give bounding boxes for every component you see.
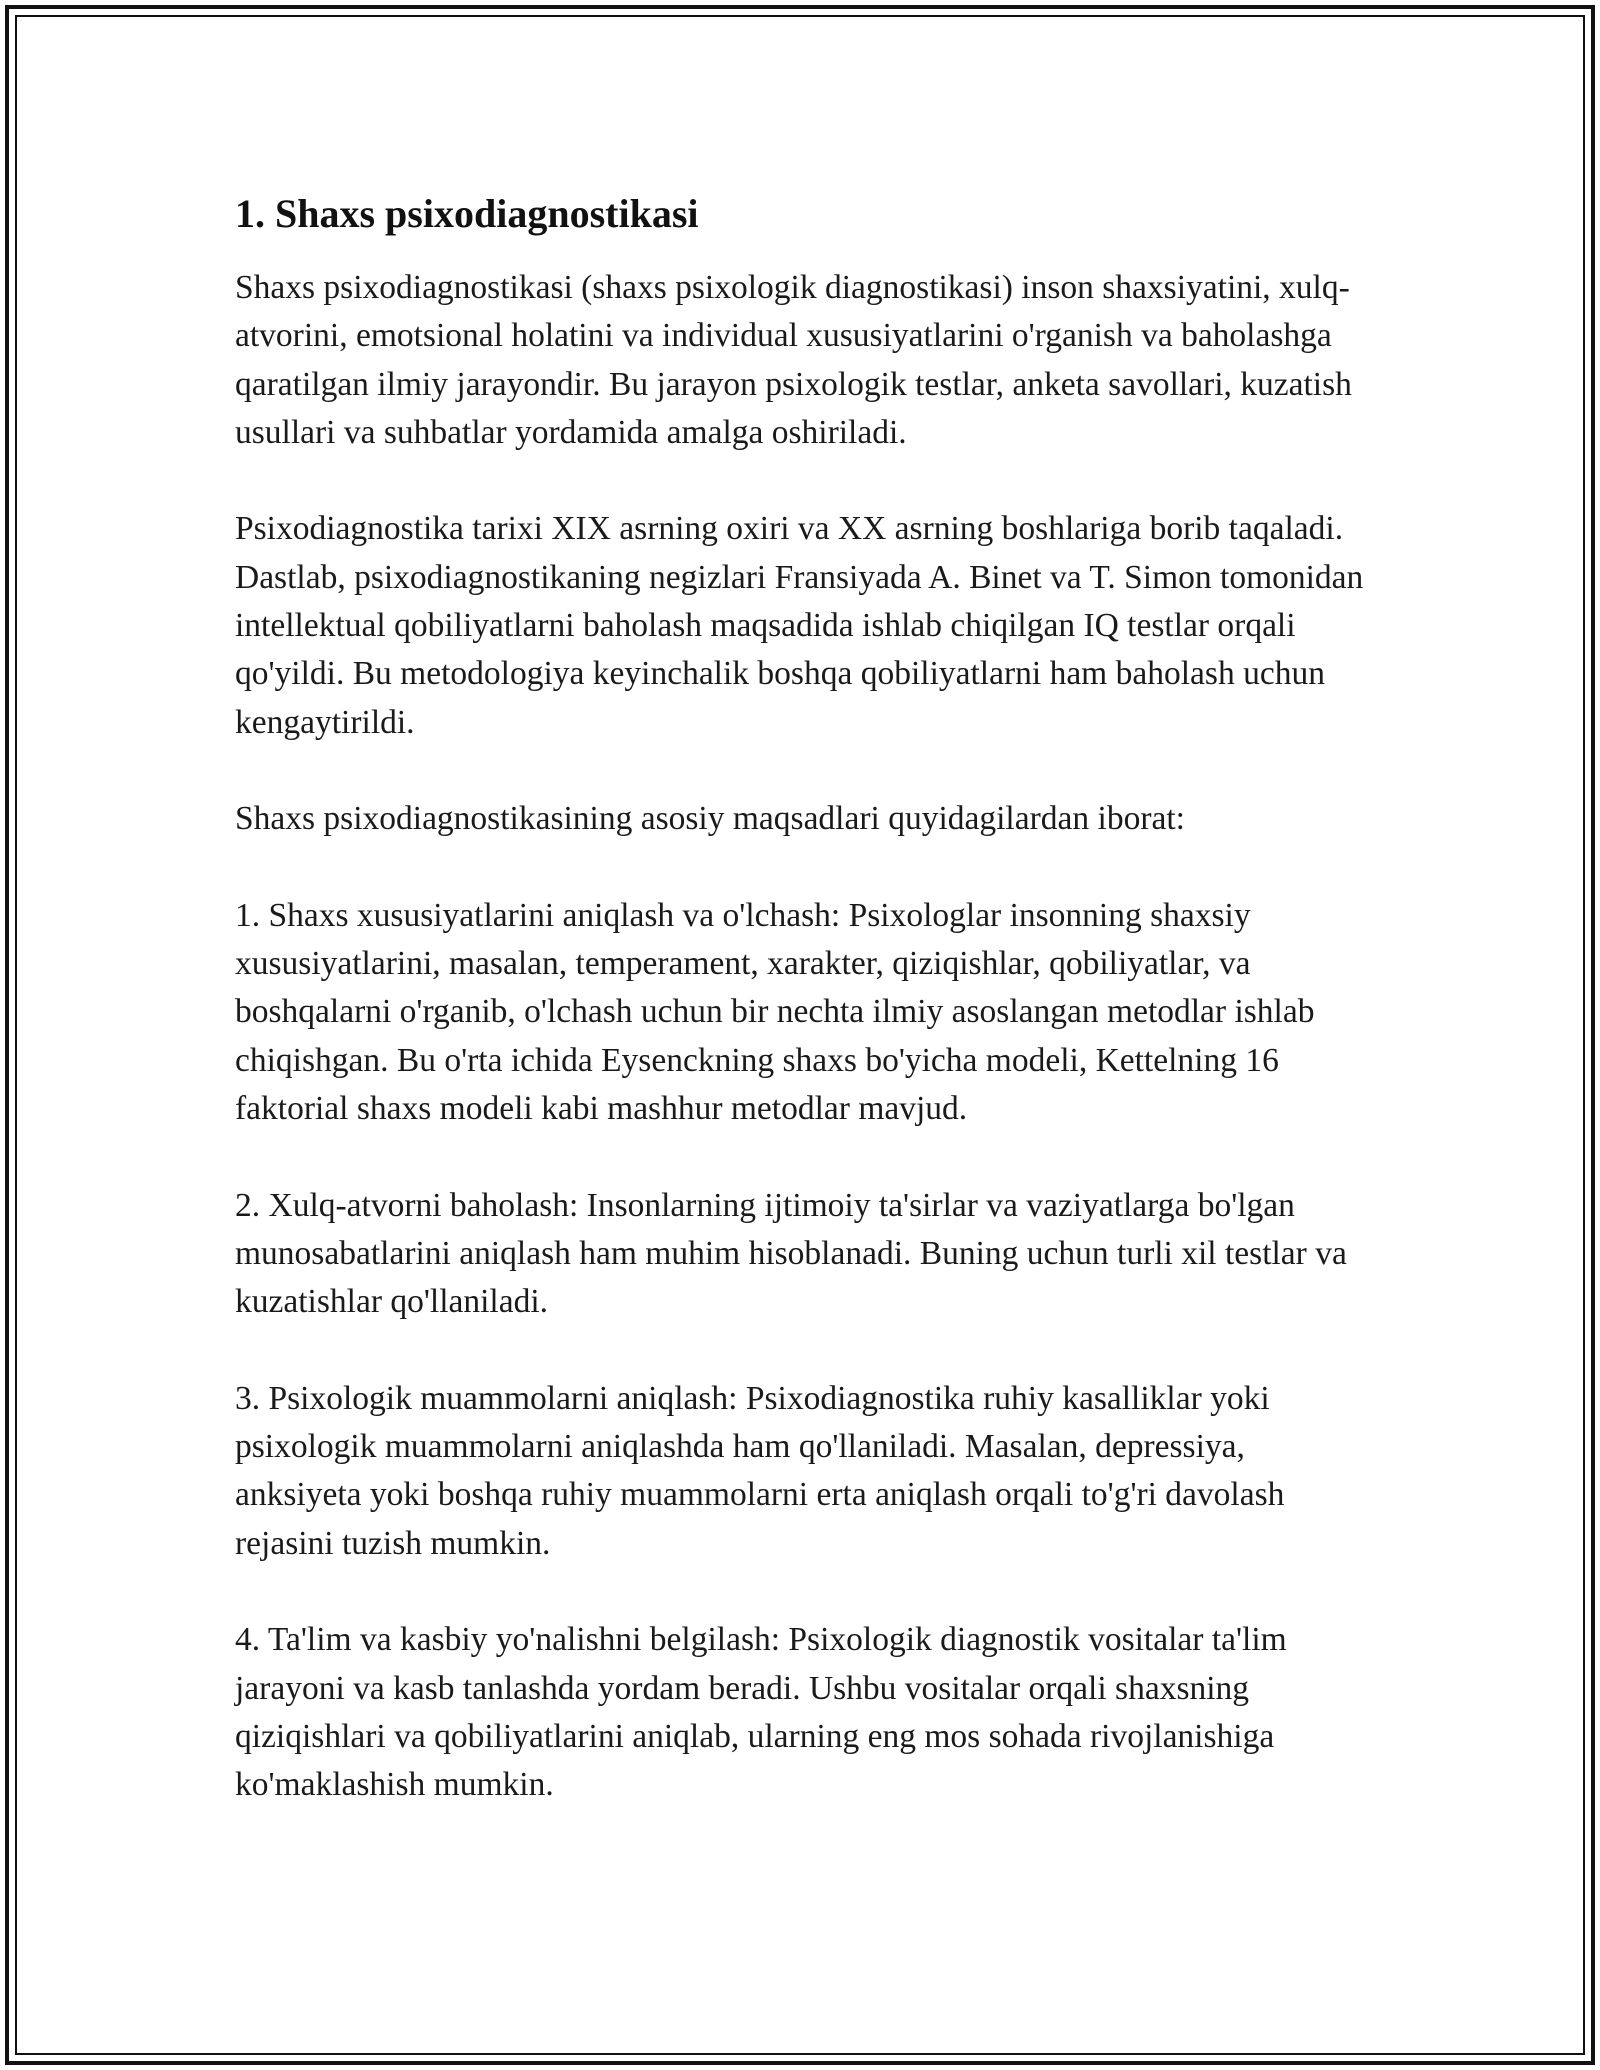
paragraph-goals-intro: Shaxs psixodiagnostikasining asosiy maqsadlari quyidagilardan iborat: [235,800,1185,838]
paragraph-intro: Shaxs psixodiagnostikasi (shaxs psixologik diagnostikasi) inson shaxsiyatini, xulq-atvorini, emotsional holatini va individual xususiyatlarini o'rganish va baholashga qaratilgan ilmiy jarayondir. Bu jarayon psixologik testlar, anketa savollari, kuzatish usullari va suhbatlar yordamida amalga oshiriladi. [235,269,1352,451]
list-item-goal-1: 1. Shaxs xususiyatlarini aniqlash va o'lchash: Psixologlar insonning shaxsiy xususiyatlarini, masalan, temperament, xarakter, qiziqishlar, qobiliyatlar, va boshqalarni o'rganib, o'lchash uchun bir nechta ilmiy asoslangan metodlar ishlab chiqishgan. Bu o'rta ichida Eysenckning shaxs bo'yicha modeli, Kettelning 16 faktorial shaxs modeli kabi mashhur metodlar mavjud. [235,896,1315,1128]
list-item-goal-4: 4. Ta'lim va kasbiy yo'nalishni belgilash: Psixologik diagnostik vositalar ta'lim jarayoni va kasb tanlashda yordam beradi. Ushbu vositalar orqali shaxsning qiziqishlari va qobiliyatlarini aniqlab, ularning eng mos sohada rivojlanishiga ko'maklashish mumkin. [235,1621,1287,1804]
document-body [235,188,1375,1810]
list-item-goal-3: 3. Psixologik muammolarni aniqlash: Psixodiagnostika ruhiy kasalliklar yoki psixologik muammolarni aniqlashda ham qo'llaniladi. Masalan, depressiya, anksiyeta yoki boshqa ruhiy muammolarni erta aniqlash orqali to'g'ri davolash rejasini tuzish mumkin. [235,1379,1285,1562]
document-title: 1. Shaxs psixodiagnostikasi [235,191,699,236]
paragraph-history: Psixodiagnostika tarixi XIX asrning oxiri va XX asrning boshlariga borib taqaladi. Dastlab, psixodiagnostikaning negizlari Fransiyada A. Binet va T. Simon tomonidan intellektual qobiliyatlarni baholash maqsadida ishlab chiqilgan IQ testlar orqali qo'yildi. Bu metodologiya keyinchalik boshqa qobiliyatlarni ham baholash uchun kengaytirildi. [235,510,1364,741]
list-item-goal-2: 2. Xulq-atvorni baholash: Insonlarning ijtimoiy ta'sirlar va vaziyatlarga bo'lgan munosabatlarini aniqlash ham muhim hisoblanadi. Buning uchun turli xil testlar va kuzatishlar qo'llaniladi. [235,1186,1347,1321]
